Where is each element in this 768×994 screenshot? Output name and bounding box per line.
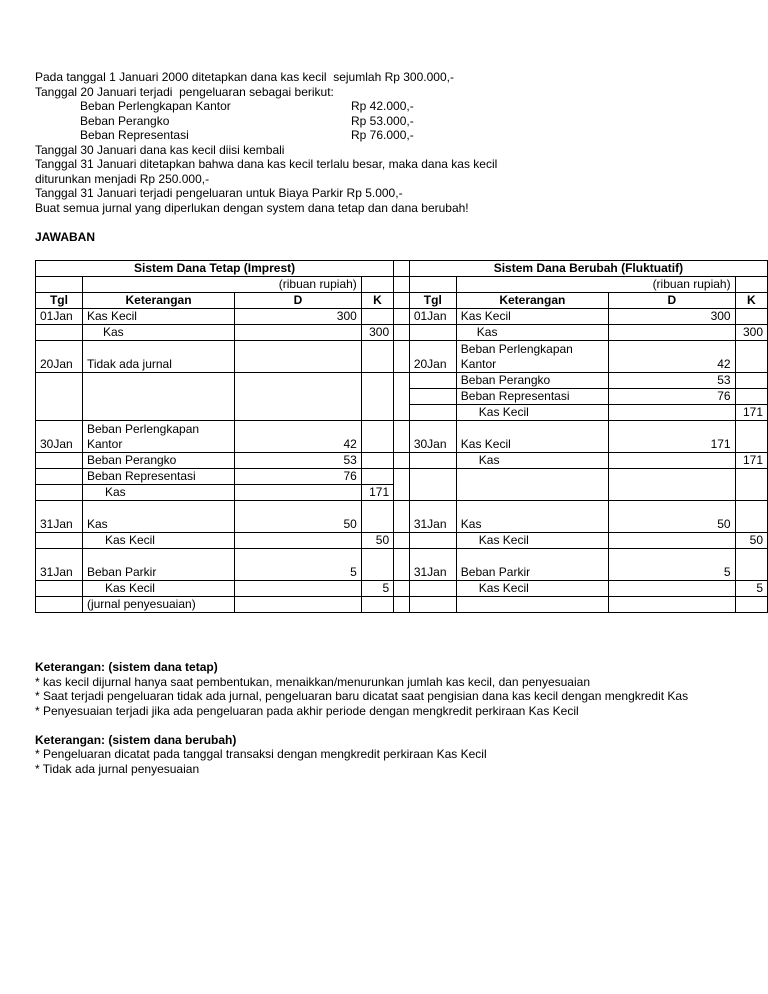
account-cell: Beban Perangko xyxy=(456,373,608,389)
expense-amount: Rp 42.000,- xyxy=(351,99,414,113)
date-cell: 31Jan xyxy=(409,501,456,533)
debit-cell xyxy=(608,325,735,341)
empty-cell xyxy=(735,277,767,293)
unit-label: (ribuan rupiah) xyxy=(82,277,361,293)
unit-row xyxy=(36,277,768,293)
header-tgl: Tgl xyxy=(409,293,456,309)
right-table-title: Sistem Dana Berubah (Fluktuatif) xyxy=(409,261,767,277)
date-cell xyxy=(409,373,456,389)
gap-cell xyxy=(394,469,410,501)
account-cell: Kas xyxy=(456,325,608,341)
table-row xyxy=(36,533,768,549)
credit-cell xyxy=(735,421,767,453)
header-keterangan: Keterangan xyxy=(82,293,234,309)
credit-cell xyxy=(361,549,393,581)
answer-heading: JAWABAN xyxy=(35,230,96,244)
expense-amount: Rp 76.000,- xyxy=(351,128,414,142)
debit-cell xyxy=(235,485,362,501)
date-cell: 01Jan xyxy=(36,309,83,325)
credit-cell xyxy=(361,501,393,533)
expense-name: Beban Representasi xyxy=(80,128,189,142)
account-cell: (jurnal penyesuaian) xyxy=(82,597,234,613)
date-cell xyxy=(409,469,456,501)
account-cell: Kas Kecil xyxy=(456,533,608,549)
credit-cell: 171 xyxy=(361,485,393,501)
debit-cell: 53 xyxy=(235,453,362,469)
header-tgl: Tgl xyxy=(36,293,83,309)
date-cell xyxy=(409,597,456,613)
unit-label: (ribuan rupiah) xyxy=(456,277,735,293)
credit-cell xyxy=(361,309,393,325)
date-cell: 31Jan xyxy=(409,549,456,581)
debit-cell: 50 xyxy=(235,501,362,533)
account-cell: Kas xyxy=(456,453,608,469)
account-cell xyxy=(82,373,234,421)
gap-cell xyxy=(394,549,410,581)
date-cell: 30Jan xyxy=(36,421,83,453)
date-cell xyxy=(409,405,456,421)
credit-cell: 5 xyxy=(735,581,767,597)
date-cell xyxy=(36,373,83,421)
account-cell: Kas xyxy=(456,501,608,533)
journal-table xyxy=(35,260,768,613)
table-row xyxy=(36,581,768,597)
empty-cell xyxy=(36,277,83,293)
expense-name: Beban Perangko xyxy=(80,113,170,128)
debit-cell: 300 xyxy=(235,309,362,325)
note-line: * Tidak ada jurnal penyesuaian xyxy=(35,761,200,776)
credit-cell xyxy=(361,597,393,613)
debit-cell xyxy=(608,597,735,613)
gap-cell xyxy=(394,453,410,469)
debit-cell: 53 xyxy=(608,373,735,389)
table-row xyxy=(36,549,768,581)
gap-cell xyxy=(394,309,410,325)
empty-cell xyxy=(409,277,456,293)
debit-cell: 171 xyxy=(608,421,735,453)
problem-statement xyxy=(35,70,735,215)
credit-cell xyxy=(361,469,393,485)
spacer xyxy=(35,718,688,733)
credit-cell: 5 xyxy=(361,581,393,597)
empty-cell xyxy=(361,277,393,293)
intro-line-5: diturunkan menjadi Rp 250.000,- xyxy=(35,171,210,186)
date-cell xyxy=(409,533,456,549)
debit-cell xyxy=(235,373,362,421)
date-cell: 30Jan xyxy=(409,421,456,453)
account-cell: Beban Perlengkapan Kantor xyxy=(456,341,608,373)
gap-cell xyxy=(394,325,410,341)
account-cell: Kas Kecil xyxy=(82,581,234,597)
date-cell: 31Jan xyxy=(36,501,83,533)
debit-cell xyxy=(608,405,735,421)
account-cell: Kas Kecil xyxy=(456,581,608,597)
date-cell xyxy=(36,453,83,469)
credit-cell xyxy=(361,453,393,469)
expense-item xyxy=(35,99,735,114)
credit-cell: 50 xyxy=(361,533,393,549)
intro-line-6: Tanggal 31 Januari terjadi pengeluaran untuk Biaya Parkir Rp 5.000,- xyxy=(35,186,403,200)
date-cell xyxy=(409,389,456,405)
table-title-row xyxy=(36,261,768,277)
debit-cell: 5 xyxy=(235,549,362,581)
credit-cell xyxy=(361,373,393,421)
date-cell xyxy=(36,533,83,549)
date-cell xyxy=(36,597,83,613)
table-row xyxy=(36,469,768,485)
debit-cell xyxy=(608,581,735,597)
expense-item xyxy=(35,128,735,143)
debit-cell: 76 xyxy=(608,389,735,405)
date-cell: 01Jan xyxy=(409,309,456,325)
intro-line-2: Tanggal 20 Januari terjadi pengeluaran sebagai berikut: xyxy=(35,84,334,99)
table-row xyxy=(36,341,768,373)
header-row xyxy=(36,293,768,309)
table-row xyxy=(36,453,768,469)
table-row xyxy=(36,373,768,389)
gap-cell xyxy=(394,581,410,597)
date-cell xyxy=(36,581,83,597)
date-cell xyxy=(409,581,456,597)
left-table-title: Sistem Dana Tetap (Imprest) xyxy=(36,261,394,277)
gap-cell xyxy=(394,261,410,277)
expense-name: Beban Perlengkapan Kantor xyxy=(80,99,231,113)
date-cell xyxy=(409,453,456,469)
expense-amount: Rp 53.000,- xyxy=(351,113,414,128)
debit-cell xyxy=(608,533,735,549)
account-cell: Beban Perangko xyxy=(82,453,234,469)
debit-cell: 42 xyxy=(608,341,735,373)
debit-cell xyxy=(235,533,362,549)
gap-cell xyxy=(394,501,410,533)
credit-cell xyxy=(361,421,393,453)
account-cell: Beban Perlengkapan Kantor xyxy=(82,421,234,453)
date-cell xyxy=(36,469,83,485)
credit-cell xyxy=(735,501,767,533)
credit-cell: 300 xyxy=(361,325,393,341)
gap-cell xyxy=(394,341,410,373)
date-cell xyxy=(409,325,456,341)
credit-cell: 50 xyxy=(735,533,767,549)
credit-cell xyxy=(735,469,767,501)
date-cell: 20Jan xyxy=(409,341,456,373)
table-row xyxy=(36,325,768,341)
intro-line-3: Tanggal 30 Januari dana kas kecil diisi kembali xyxy=(35,142,285,157)
notes-section xyxy=(35,660,688,776)
account-cell: Beban Representasi xyxy=(456,389,608,405)
credit-cell: 300 xyxy=(735,325,767,341)
note-line: * Saat terjadi pengeluaran tidak ada jurnal, pengeluaran baru dicatat saat pengisian dana kas kecil dengan mengkredit Kas xyxy=(35,689,689,703)
account-cell: Kas Kecil xyxy=(456,309,608,325)
credit-cell: 171 xyxy=(735,453,767,469)
gap-cell xyxy=(394,293,410,309)
debit-cell: 76 xyxy=(235,469,362,485)
header-keterangan: Keterangan xyxy=(456,293,608,309)
credit-cell xyxy=(735,549,767,581)
gap-cell xyxy=(394,421,410,453)
note-line: * Pengeluaran dicatat pada tanggal transaksi dengan mengkredit perkiraan Kas Kecil xyxy=(35,747,487,761)
notes-title-fluctuating: Keterangan: (sistem dana berubah) xyxy=(35,732,237,747)
debit-cell xyxy=(235,597,362,613)
account-cell: Kas xyxy=(82,501,234,533)
date-cell: 31Jan xyxy=(36,549,83,581)
account-cell: Kas Kecil xyxy=(82,533,234,549)
table-row xyxy=(36,597,768,613)
debit-cell: 42 xyxy=(235,421,362,453)
header-debit: D xyxy=(235,293,362,309)
debit-cell: 50 xyxy=(608,501,735,533)
gap-cell xyxy=(394,597,410,613)
intro-line-4: Tanggal 31 Januari ditetapkan bahwa dana kas kecil terlalu besar, maka dana kas kecil xyxy=(35,157,498,171)
account-cell: Beban Representasi xyxy=(82,469,234,485)
account-cell xyxy=(456,469,608,501)
date-cell xyxy=(36,325,83,341)
debit-cell xyxy=(235,581,362,597)
account-cell: Beban Parkir xyxy=(82,549,234,581)
account-cell: Tidak ada jurnal xyxy=(82,341,234,373)
account-cell: Beban Parkir xyxy=(456,549,608,581)
header-kredit: K xyxy=(361,293,393,309)
debit-cell xyxy=(235,341,362,373)
gap-cell xyxy=(394,277,410,293)
gap-cell xyxy=(394,533,410,549)
note-line: * Penyesuaian terjadi jika ada pengeluaran pada akhir periode dengan mengkredit perkiraan Kas Kecil xyxy=(35,703,579,718)
notes-title-fixed: Keterangan: (sistem dana tetap) xyxy=(35,660,218,674)
table-row xyxy=(36,309,768,325)
debit-cell xyxy=(608,453,735,469)
debit-cell: 300 xyxy=(608,309,735,325)
gap-cell xyxy=(394,373,410,421)
account-cell: Kas Kecil xyxy=(82,309,234,325)
debit-cell xyxy=(235,325,362,341)
credit-cell xyxy=(735,597,767,613)
credit-cell xyxy=(361,341,393,373)
intro-line-1: Pada tanggal 1 Januari 2000 ditetapkan dana kas kecil sejumlah Rp 300.000,- xyxy=(35,70,454,84)
account-cell xyxy=(456,597,608,613)
expense-item xyxy=(35,114,735,129)
credit-cell xyxy=(735,389,767,405)
note-line: * kas kecil dijurnal hanya saat pembentukan, menaikkan/menurunkan jumlah kas kecil, dan penyesuaian xyxy=(35,674,590,689)
header-kredit: K xyxy=(735,293,767,309)
date-cell xyxy=(36,485,83,501)
account-cell: Kas Kecil xyxy=(456,421,608,453)
credit-cell xyxy=(735,309,767,325)
credit-cell xyxy=(735,341,767,373)
intro-line-7: Buat semua jurnal yang diperlukan dengan system dana tetap dan dana berubah! xyxy=(35,200,469,215)
header-debit: D xyxy=(608,293,735,309)
account-cell: Kas Kecil xyxy=(456,405,608,421)
credit-cell: 171 xyxy=(735,405,767,421)
credit-cell xyxy=(735,373,767,389)
table-row xyxy=(36,501,768,533)
debit-cell: 5 xyxy=(608,549,735,581)
table-row xyxy=(36,421,768,453)
account-cell: Kas xyxy=(82,325,234,341)
date-cell: 20Jan xyxy=(36,341,83,373)
debit-cell xyxy=(608,469,735,501)
account-cell: Kas xyxy=(82,485,234,501)
